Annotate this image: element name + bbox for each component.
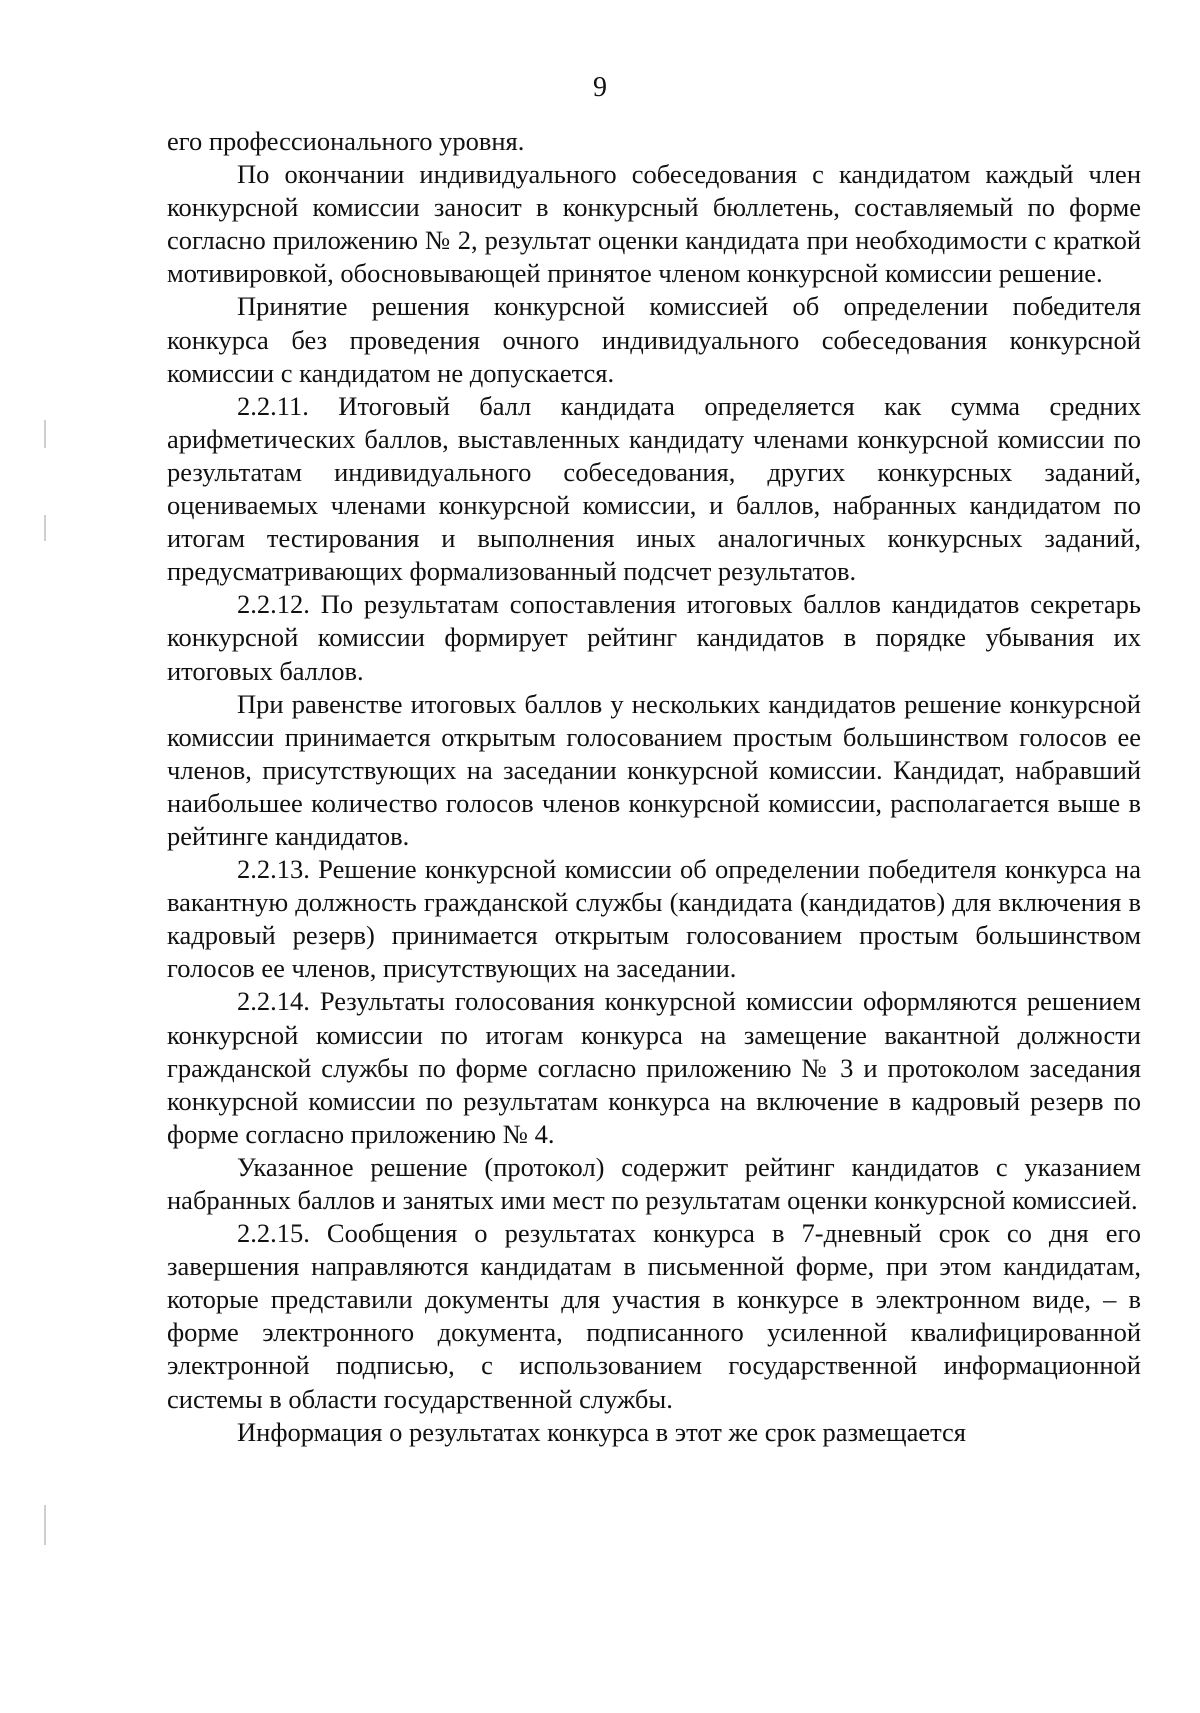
paragraph: 2.2.14. Результаты голосования конкурсной комиссии оформляются решением конкурсной комиссии по итогам конкурса на замещение вакантной должности гражданской службы по форме согласно приложению № 3 и протоколом заседания конкурсной комиссии по результатам конкурса на включение в кадровый резерв по форме согласно приложению № 4. (167, 986, 1141, 1149)
paragraph: При равенстве итоговых баллов у нескольких кандидатов решение конкурсной комиссии принимается открытым голосованием простым большинством голосов ее членов, присутствующих на заседании конкурсной комиссии. Кандидат, набравший наибольшее количество голосов членов конкурсной комиссии, располагается выше в рейтинге кандидатов. (167, 688, 1141, 851)
paragraph: 2.2.12. По результатам сопоставления итоговых баллов кандидатов секретарь конкурсной комиссии формирует рейтинг кандидатов в порядке убывания их итоговых баллов. (167, 589, 1141, 686)
scan-margin-mark (44, 420, 46, 448)
paragraph: 2.2.13. Решение конкурсной комиссии об определении победителя конкурса на вакантную должность гражданской службы (кандидата (кандидатов) для включения в кадровый резерв) принимается открытым голосованием простым большинством голосов ее членов, присутствующих на заседании. (167, 854, 1141, 984)
scan-margin-mark (44, 515, 46, 541)
paragraph: Указанное решение (протокол) содержит рейтинг кандидатов с указанием набранных баллов и занятых ими мест по результатам оценки конкурсной комиссией. (167, 1151, 1141, 1215)
paragraph: Принятие решения конкурсной комиссией об определении победителя конкурса без проведения очного индивидуального собеседования конкурсной комиссии с кандидатом не допускается. (167, 291, 1141, 388)
paragraph: 2.2.11. Итоговый балл кандидата определяется как сумма средних арифметических баллов, выставленных кандидату членами конкурсной комиссии по результатам индивидуального собеседования, других конкурсных заданий, оцениваемых членами конкурсной комиссии, и баллов, набранных кандидатом по итогам тестирования и выполнения иных аналогичных конкурсных заданий, предусматривающих формализованный подсчет результатов. (167, 390, 1141, 587)
paragraph: его профессионального уровня. (167, 126, 525, 156)
document-body (167, 125, 1141, 1449)
scan-margin-mark (44, 1505, 46, 1545)
page-number: 9 (593, 72, 607, 103)
paragraph: По окончании индивидуального собеседования с кандидатом каждый член конкурсной комиссии заносит в конкурсный бюллетень, составляемый по форме согласно приложению № 2, результат оценки кандидата при необходимости с краткой мотивировкой, обосновывающей принятое членом конкурсной комиссии решение. (167, 159, 1141, 289)
paragraph: Информация о результатах конкурса в этот же срок размещается (237, 1416, 966, 1447)
paragraph: 2.2.15. Сообщения о результатах конкурса в 7-дневный срок со дня его завершения направляются кандидатам в письменной форме, при этом кандидатам, которые представили документы для участия в конкурсе в электронном виде, – в форме электронного документа, подписанного усиленной квалифицированной электронной подписью, с использованием государственной информационной системы в области государственной службы. (167, 1218, 1141, 1414)
